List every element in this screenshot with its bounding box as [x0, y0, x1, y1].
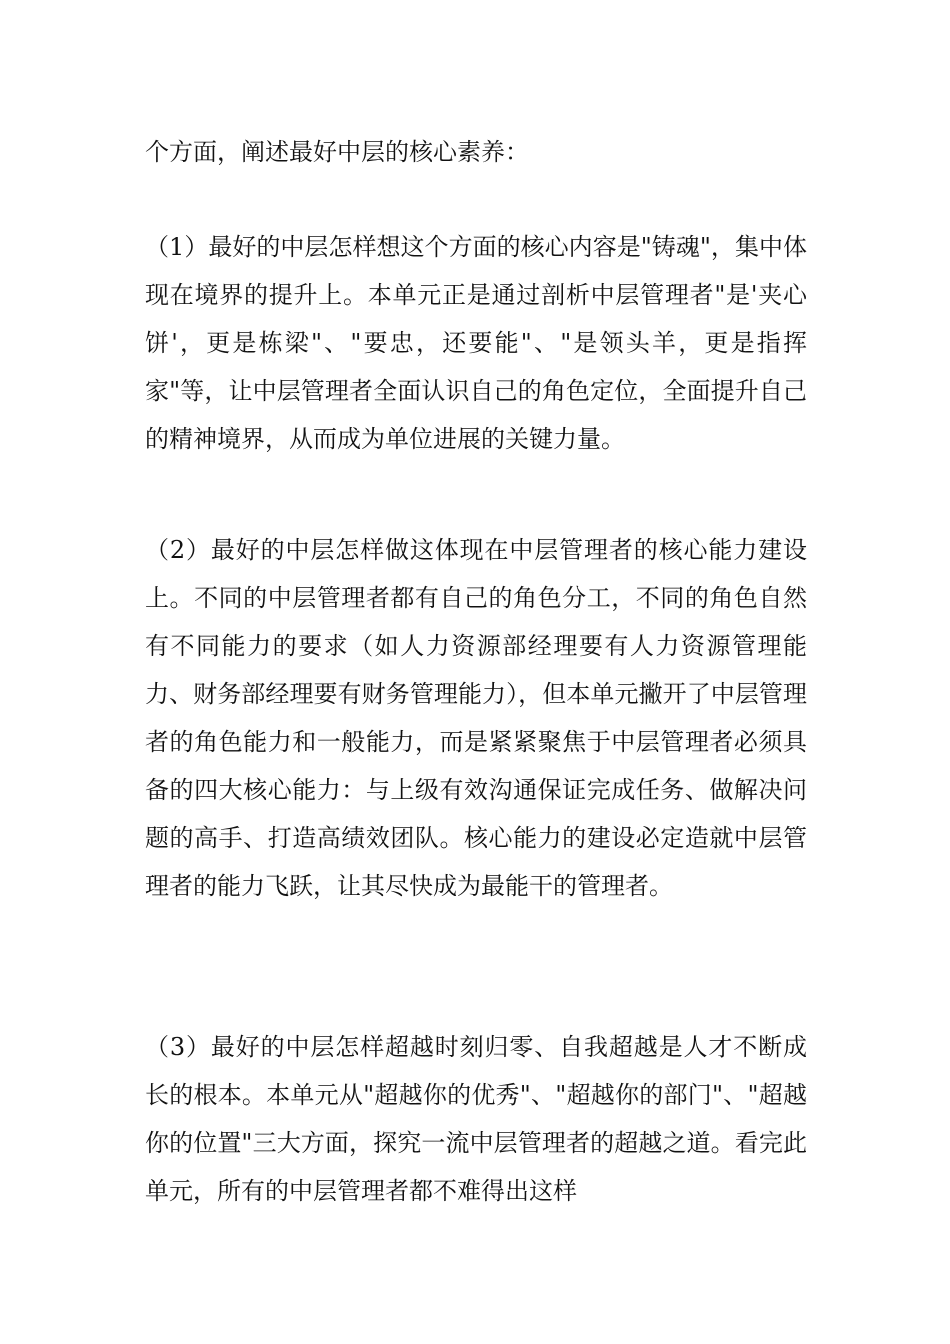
paragraph-section-1: （1）最好的中层怎样想这个方面的核心内容是"铸魂"，集中体现在境界的提升上。本单元正是通过剖析中层管理者"是'夹心饼'，更是栋梁"、"要忠，还要能"、"是领头羊，更是指挥家"等，让中层管理者全面认识自己的角色定位，全面提升自己的精神境界，从而成为单位进展的关键力量。	[145, 233, 807, 453]
paragraph-section-2: （2）最好的中层怎样做这体现在中层管理者的核心能力建设上。不同的中层管理者都有自己的角色分工，不同的角色自然有不同能力的要求（如人力资源部经理要有人力资源管理能力、财务部经理要有财务管理能力），但本单元撇开了中层管理者的角色能力和一般能力，而是紧紧聚焦于中层管理者必须具备的四大核心能力：与上级有效沟通保证完成任务、做解决问题的高手、打造高绩效团队。核心能力的建设必定造就中层管理者的能力飞跃，让其尽快成为最能干的管理者。	[145, 536, 807, 900]
paragraph-intro: 个方面，阐述最好中层的核心素养：	[145, 138, 529, 166]
paragraph-section-3: （3）最好的中层怎样超越时刻归零、自我超越是人才不断成长的根本。本单元从"超越你的优秀"、"超越你的部门"、"超越你的位置"三大方面，探究一流中层管理者的超越之道。看完此单元，所有的中层管理者都不难得出这样	[145, 1033, 807, 1205]
